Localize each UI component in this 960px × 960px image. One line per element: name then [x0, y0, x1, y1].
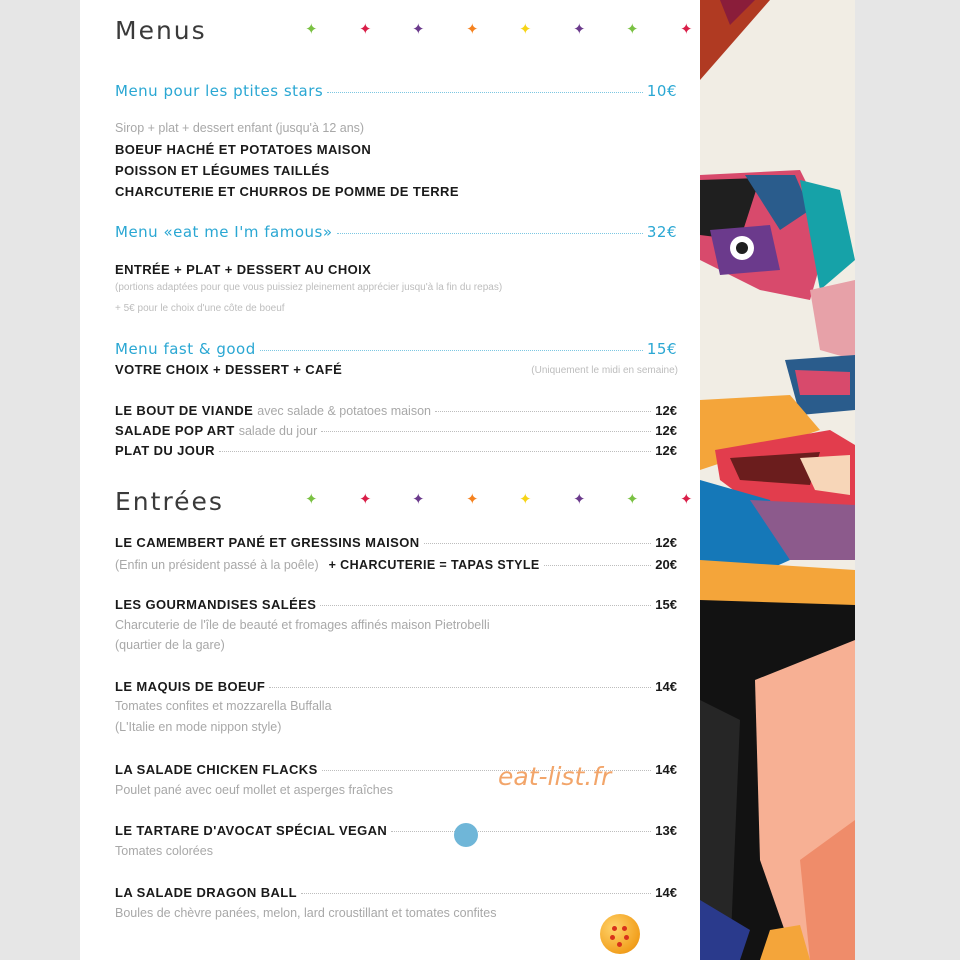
vegan-badge-icon	[454, 823, 478, 847]
entree-description: (quartier de la gare)	[115, 638, 225, 652]
entree-price: 13€	[655, 823, 677, 838]
dotted-leader	[327, 92, 643, 93]
section-title-entrees: Entrées	[115, 487, 224, 516]
menu-choice: VOTRE CHOIX + DESSERT + CAFÉ	[115, 362, 343, 377]
entree-row-camembert	[115, 535, 677, 550]
menu-fast-good	[115, 340, 677, 358]
star-icon: ✦	[305, 491, 318, 508]
star-icon: ✦	[412, 21, 425, 38]
dotted-leader	[435, 411, 651, 412]
plat-name: LE BOUT DE VIANDE	[115, 403, 254, 418]
menu-name: Menu «eat me I'm famous»	[115, 223, 333, 241]
plat-price: 12€	[655, 443, 677, 458]
menu-page	[80, 0, 700, 960]
star-icon: ✦	[519, 21, 532, 38]
entree-description: Poulet pané avec oeuf mollet et asperges fraîches	[115, 783, 393, 797]
dotted-leader	[260, 350, 643, 351]
dotted-leader	[424, 543, 652, 544]
entree-price: 14€	[655, 885, 677, 900]
entree-name: LES GOURMANDISES SALÉES	[115, 597, 317, 612]
star-icon: ✦	[573, 21, 586, 38]
plat-price: 12€	[655, 423, 677, 438]
menu-item: BOEUF HACHÉ ET POTATOES MAISON	[115, 142, 372, 157]
star-icon: ✦	[466, 491, 479, 508]
plat-row	[115, 423, 677, 438]
entree-price: 12€	[655, 535, 677, 550]
entree-description: (L'Italie en mode nippon style)	[115, 720, 282, 734]
entree-row-maquis	[115, 679, 677, 694]
star-icon: ✦	[573, 491, 586, 508]
entree-row-gourmandises	[115, 597, 677, 612]
plat-name: PLAT DU JOUR	[115, 443, 215, 458]
star-icon: ✦	[412, 491, 425, 508]
entree-price: 15€	[655, 597, 677, 612]
decorative-stars-row	[305, 20, 700, 40]
pop-art-portrait-image	[700, 0, 855, 960]
plat-detail: salade du jour	[238, 424, 318, 438]
menu-price: 15€	[646, 340, 677, 358]
entree-description: Tomates confites et mozzarella Buffalla	[115, 699, 332, 713]
star-icon: ✦	[680, 491, 693, 508]
entree-extra-price: 20€	[655, 557, 677, 572]
entree-name: LE TARTARE D'AVOCAT SPÉCIAL VEGAN	[115, 823, 388, 838]
dotted-leader	[544, 565, 652, 566]
section-title-menus: Menus	[115, 16, 207, 45]
entree-description: (Enfin un président passé à la poêle)	[115, 558, 319, 572]
watermark-text: eat-list.fr	[498, 762, 612, 791]
plat-row	[115, 443, 677, 458]
entree-name: LA SALADE DRAGON BALL	[115, 885, 297, 900]
star-icon: ✦	[359, 21, 372, 38]
menu-famous	[115, 223, 677, 241]
dotted-leader	[391, 831, 651, 832]
menu-note: + 5€ pour le choix d'une côte de boeuf	[115, 303, 285, 314]
menu-name: Menu pour les ptites stars	[115, 82, 324, 100]
entree-name: LA SALADE CHICKEN FLACKS	[115, 762, 318, 777]
menu-price: 32€	[646, 223, 677, 241]
menu-ptites-stars	[115, 82, 677, 100]
dotted-leader	[301, 893, 651, 894]
star-icon: ✦	[680, 21, 693, 38]
entree-row-dragon	[115, 885, 677, 900]
menu-name: Menu fast & good	[115, 340, 256, 358]
menu-item: POISSON ET LÉGUMES TAILLÉS	[115, 163, 330, 178]
dotted-leader	[269, 687, 651, 688]
plat-name: SALADE POP ART	[115, 423, 235, 438]
entree-description: Charcuterie de l'île de beauté et fromages affinés maison Pietrobelli	[115, 618, 490, 632]
menu-item: CHARCUTERIE ET CHURROS DE POMME DE TERRE	[115, 184, 459, 199]
plat-price: 12€	[655, 403, 677, 418]
menu-note: (portions adaptées pour que vous puissiez pleinement apprécier jusqu'à la fin du repas)	[115, 282, 503, 293]
entree-name: LE MAQUIS DE BOEUF	[115, 679, 266, 694]
plat-detail: avec salade & potatoes maison	[257, 404, 431, 418]
menu-description: Sirop + plat + dessert enfant (jusqu'à 12 ans)	[115, 121, 365, 135]
star-icon: ✦	[626, 491, 639, 508]
star-icon: ✦	[626, 21, 639, 38]
star-icon: ✦	[305, 21, 318, 38]
entree-name: LE CAMEMBERT PANÉ ET GRESSINS MAISON	[115, 535, 420, 550]
entree-extra-row	[115, 557, 677, 572]
dotted-leader	[219, 451, 651, 452]
menu-note: (Uniquement le midi en semaine)	[531, 365, 678, 376]
entree-row-tartare	[115, 823, 677, 838]
entree-price: 14€	[655, 762, 677, 777]
star-icon: ✦	[359, 491, 372, 508]
dotted-leader	[320, 605, 651, 606]
entree-description: Tomates colorées	[115, 844, 213, 858]
dotted-leader	[337, 233, 643, 234]
dotted-leader	[321, 431, 651, 432]
plat-row	[115, 403, 677, 418]
menu-price: 10€	[646, 82, 677, 100]
entree-description: Boules de chèvre panées, melon, lard croustillant et tomates confites	[115, 906, 497, 920]
entree-price: 14€	[655, 679, 677, 694]
menu-choice: ENTRÉE + PLAT + DESSERT AU CHOIX	[115, 262, 372, 277]
star-icon: ✦	[466, 21, 479, 38]
decorative-stars-row	[305, 490, 700, 510]
dragon-ball-icon	[600, 914, 640, 954]
entree-extra: + CHARCUTERIE = TAPAS STYLE	[328, 558, 540, 572]
star-icon: ✦	[519, 491, 532, 508]
